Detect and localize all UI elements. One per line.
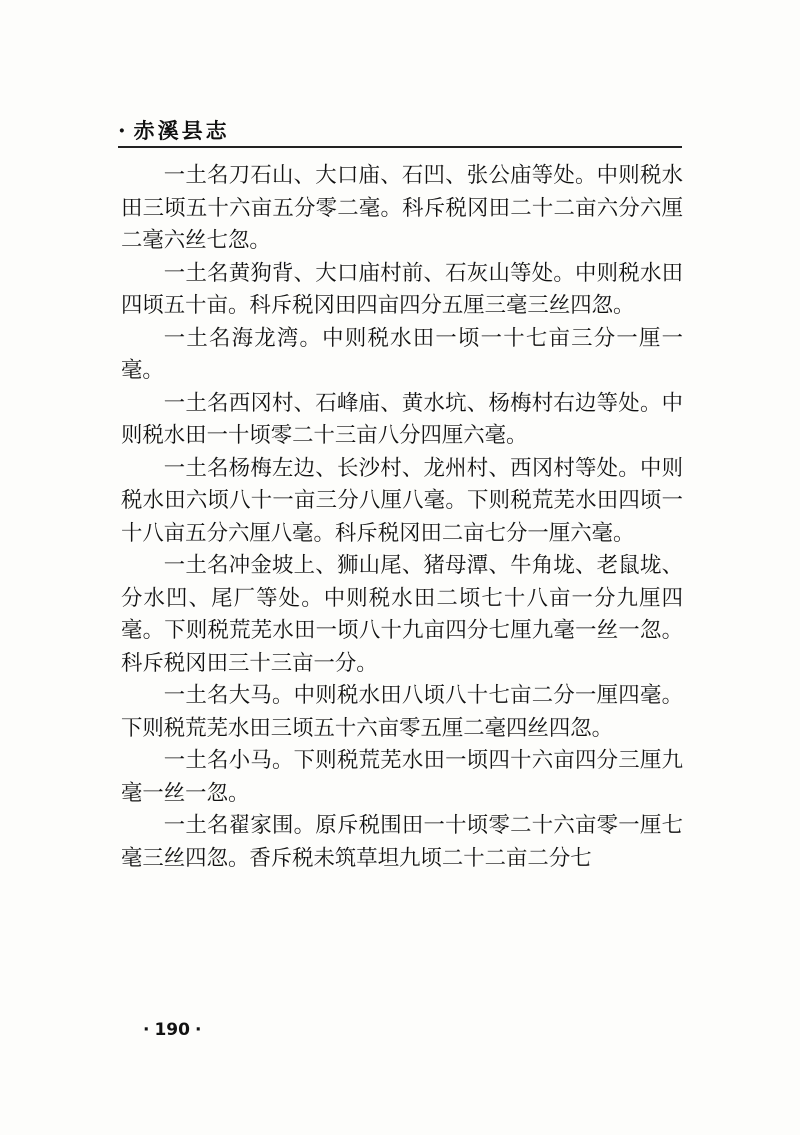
paragraph-7: 一土名大马。中则税水田八顷八十七亩二分一厘四毫。下则税荒芜水田三顷五十六亩零五厘二毫四丝四忽。 — [121, 683, 683, 741]
book-title: 赤溪县志 — [133, 119, 230, 143]
page-number-value: 190 — [154, 1020, 190, 1040]
paragraph-5: 一土名杨梅左边、长沙村、龙州村、西冈村等处。中则税水田六顷八十一亩三分八厘八毫。下则税荒芜水田四顷一十八亩五分六厘八毫。科斥税冈田二亩七分一厘六毫。 — [121, 455, 683, 546]
running-header — [118, 112, 682, 148]
paragraph-9: 一土名翟家围。原斥税围田一十顷零二十六亩零一厘七毫三丝四忽。香斥税未筑草坦九顷二十二亩二分七 — [121, 813, 683, 871]
page-number-dot-right: · — [194, 1020, 202, 1040]
body-text — [121, 160, 683, 875]
page-number-dot-left: · — [143, 1020, 150, 1040]
paragraph-1: 一土名刀石山、大口庙、石凹、张公庙等处。中则税水田三顷五十六亩五分零二毫。科斥税冈田二十二亩六分六厘二毫六丝七忽。 — [121, 163, 683, 253]
paragraph-2: 一土名黄狗背、大口庙村前、石灰山等处。中则税水田四顷五十亩。科斥税冈田四亩四分五厘三毫三丝四忽。 — [121, 260, 683, 318]
header-bullet: · — [118, 118, 126, 144]
paragraph-3: 一土名海龙湾。中则税水田一顷一十七亩三分一厘一毫。 — [121, 325, 683, 383]
paragraph-4: 一土名西冈村、石峰庙、黄水坑、杨梅村右边等处。中则税水田一十顷零二十三亩八分四厘六毫。 — [121, 390, 683, 448]
paragraph-6: 一土名冲金坡上、狮山尾、猪母潭、牛角垅、老鼠垅、分水凹、尾厂等处。中则税水田二顷七十八亩一分九厘四毫。下则税荒芜水田一顷八十九亩四分七厘九毫一丝一忽。科斥税冈田三十三亩一分。 — [121, 553, 683, 676]
paragraph-8: 一土名小马。下则税荒芜水田一顷四十六亩四分三厘九毫一丝一忽。 — [121, 748, 683, 806]
page-number — [143, 1020, 201, 1040]
